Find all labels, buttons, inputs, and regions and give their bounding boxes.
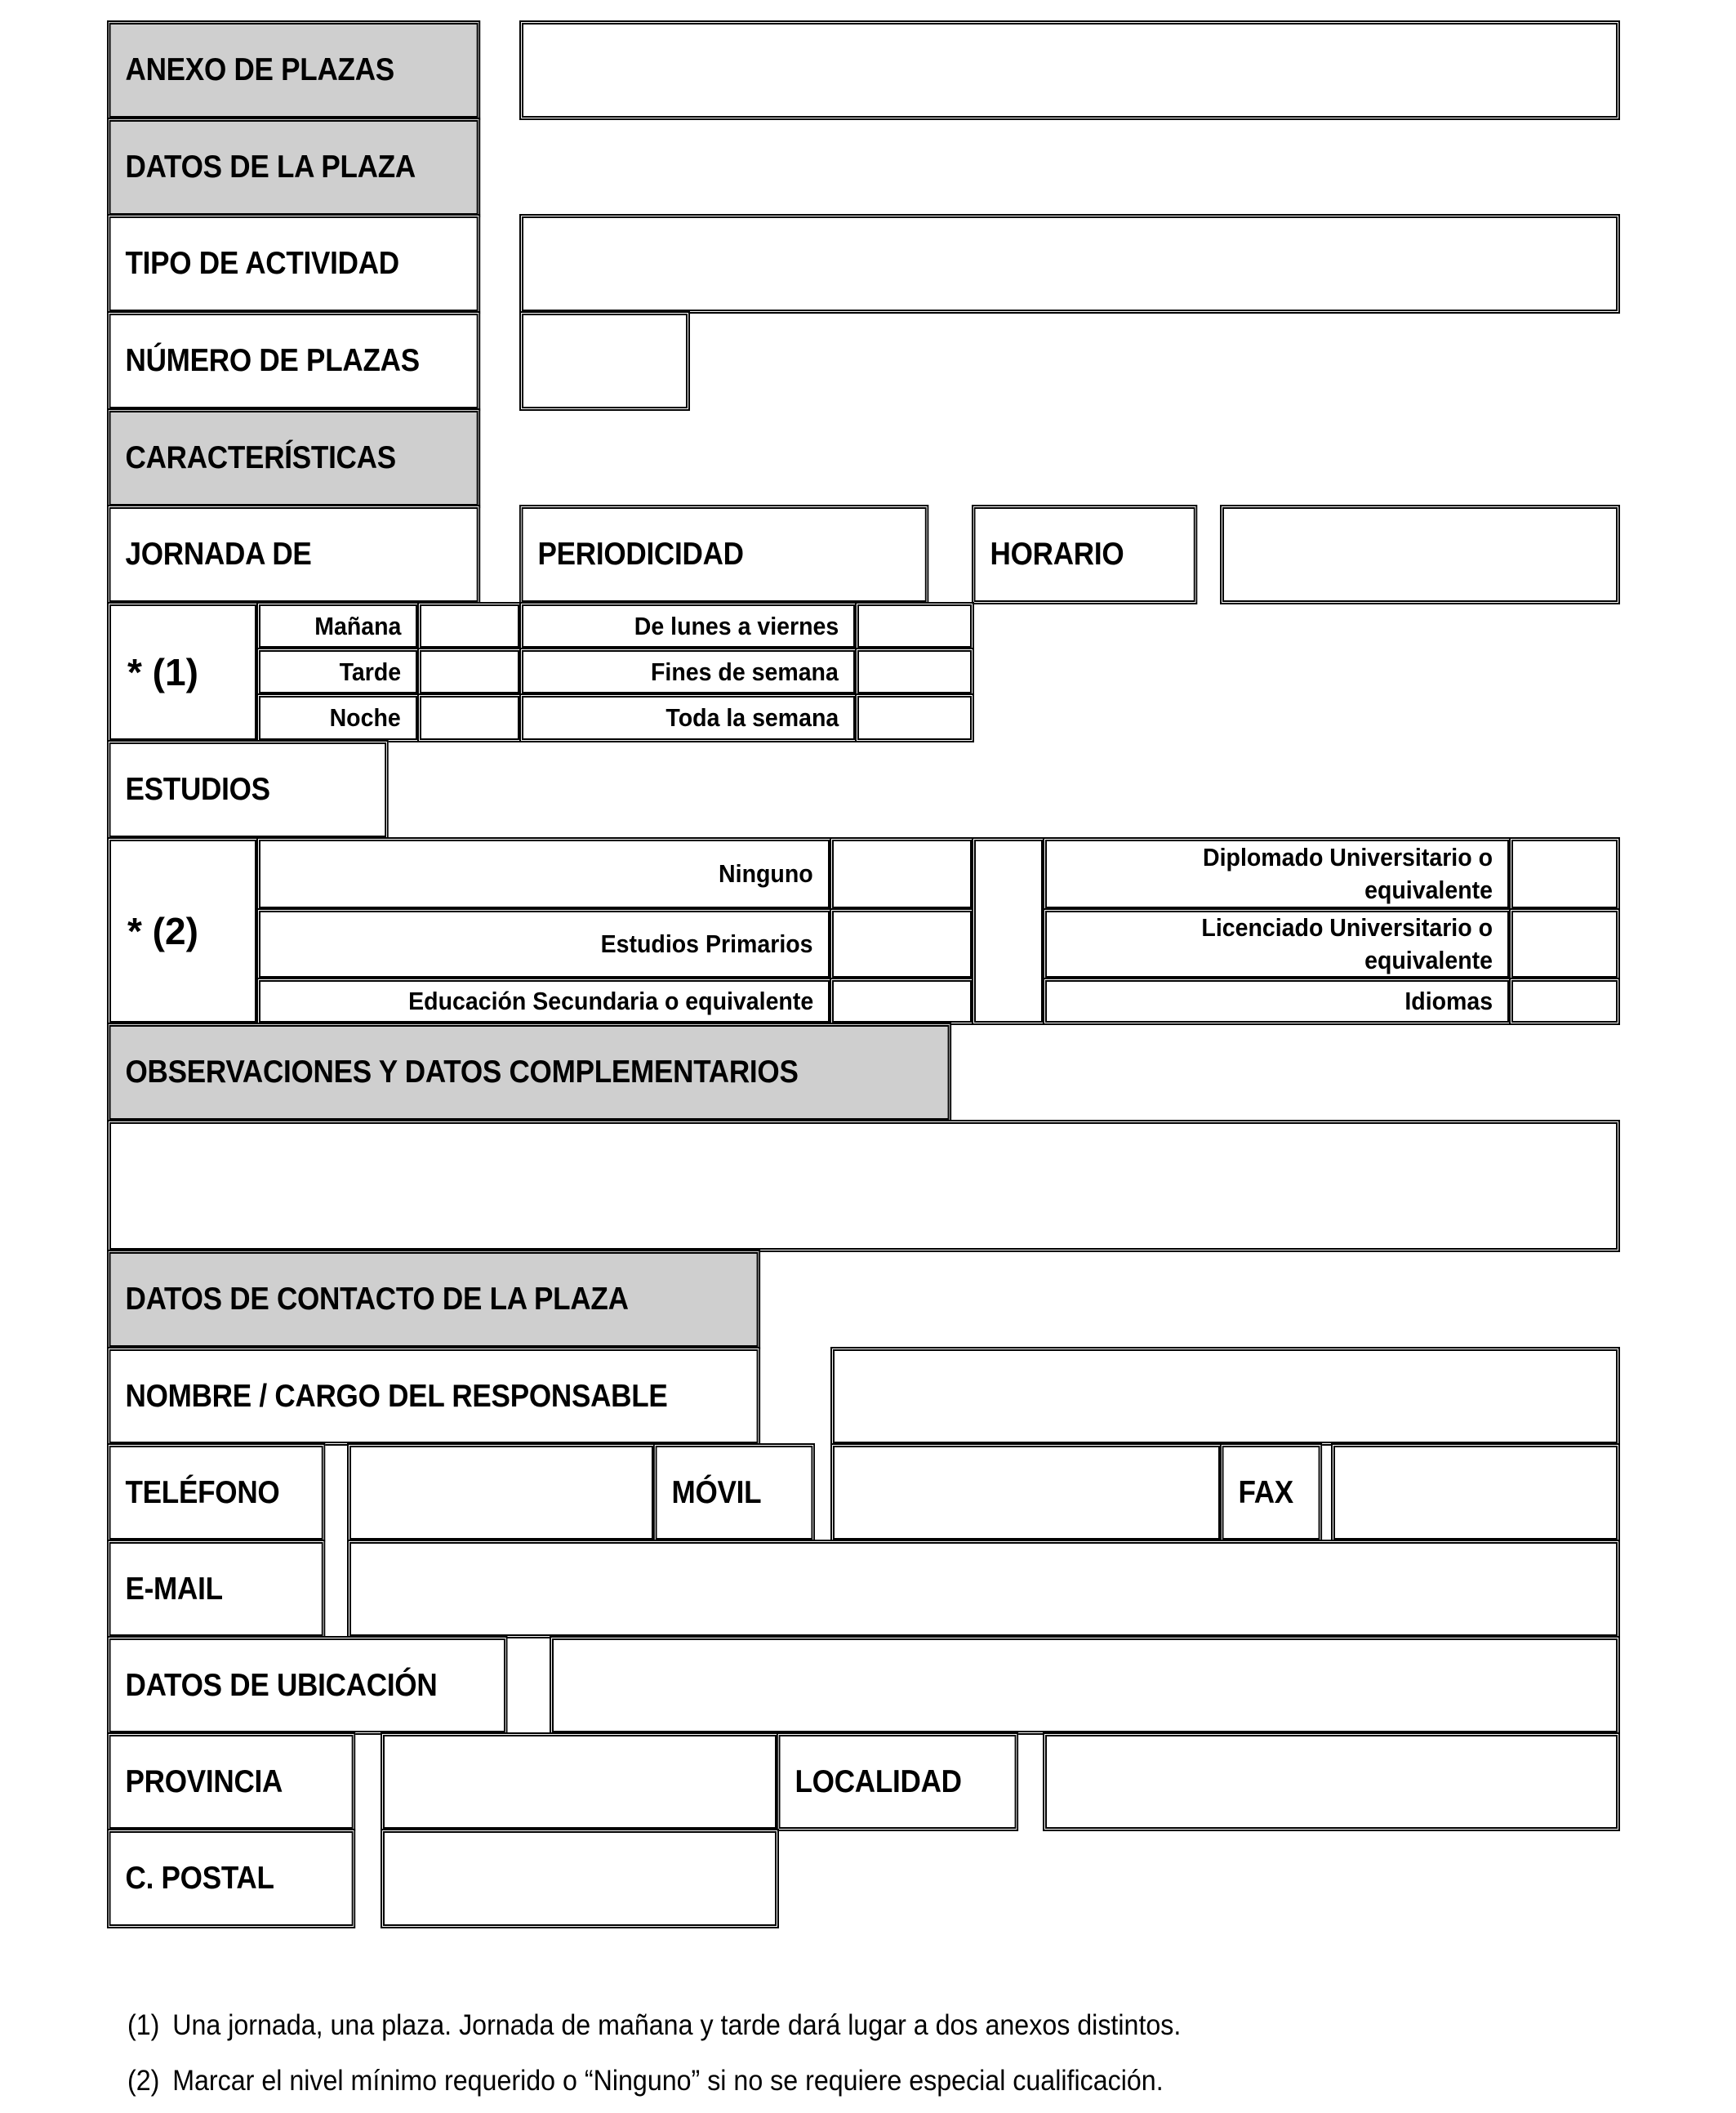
footnote-2	[127, 2065, 1164, 2097]
telefono-field[interactable]	[347, 1443, 656, 1542]
footnote-number: (2)	[127, 2065, 160, 2097]
estudios-option-label: Licenciado Universitario o equivalente	[1043, 908, 1511, 980]
note2-marker: * (2)	[107, 837, 259, 1025]
cpostal-label: C. POSTAL	[107, 1829, 355, 1928]
localidad-label: LOCALIDAD	[777, 1732, 1018, 1831]
horario-label: HORARIO	[972, 505, 1197, 604]
jornada-option-label: Mañana	[256, 602, 420, 650]
observaciones-header: OBSERVACIONES Y DATOS COMPLEMENTARIOS	[107, 1023, 951, 1122]
estudios-option-label: Estudios Primarios	[256, 908, 832, 980]
footnote-1	[127, 2009, 1181, 2042]
provincia-field[interactable]	[381, 1732, 779, 1831]
periodicidad-option-label: Fines de semana	[519, 648, 857, 696]
footnote-text: Una jornada, una plaza. Jornada de mañana y tarde dará lugar a dos anexos distintos.	[172, 2009, 1182, 2041]
estudios-option-label: Ninguno	[256, 837, 832, 911]
periodicidad-fines-semana-checkbox[interactable]	[855, 648, 974, 696]
cpostal-field[interactable]	[381, 1829, 779, 1928]
estudios-primarios-checkbox[interactable]	[830, 908, 974, 980]
periodicidad-option-label: De lunes a viernes	[519, 602, 857, 650]
datos-ubicacion-label: DATOS DE UBICACIÓN	[107, 1636, 508, 1735]
estudios-secundaria-checkbox[interactable]	[830, 978, 974, 1025]
jornada-manana-checkbox[interactable]	[417, 602, 522, 650]
provincia-label: PROVINCIA	[107, 1732, 355, 1831]
email-field[interactable]	[347, 1540, 1620, 1638]
anexo-plazas-label: ANEXO DE PLAZAS	[107, 20, 480, 120]
estudios-option-label: Idiomas	[1043, 978, 1511, 1025]
jornada-option-label: Tarde	[256, 648, 420, 696]
numero-plazas-field[interactable]	[519, 311, 690, 411]
datos-ubicacion-field[interactable]	[550, 1636, 1620, 1735]
localidad-field[interactable]	[1043, 1732, 1620, 1831]
estudios-spacer	[972, 837, 1045, 1025]
tipo-actividad-label: TIPO DE ACTIVIDAD	[107, 214, 480, 314]
anexo-plazas-field[interactable]	[519, 20, 1620, 120]
note1-marker: * (1)	[107, 602, 259, 742]
observaciones-field[interactable]	[107, 1120, 1620, 1252]
caracteristicas-header: CARACTERÍSTICAS	[107, 408, 480, 508]
periodicidad-option-label: Toda la semana	[519, 693, 857, 742]
fax-field[interactable]	[1331, 1443, 1620, 1542]
horario-field[interactable]	[1220, 505, 1620, 604]
periodicidad-lunes-viernes-checkbox[interactable]	[855, 602, 974, 650]
numero-plazas-label: NÚMERO DE PLAZAS	[107, 311, 480, 411]
fax-label: FAX	[1220, 1443, 1322, 1542]
footnote-number: (1)	[127, 2009, 160, 2041]
periodicidad-toda-semana-checkbox[interactable]	[855, 693, 974, 742]
estudios-option-label: Diplomado Universitario o equivalente	[1043, 837, 1511, 911]
jornada-tarde-checkbox[interactable]	[417, 648, 522, 696]
telefono-label: TELÉFONO	[107, 1443, 325, 1542]
estudios-idiomas-checkbox[interactable]	[1509, 978, 1620, 1025]
movil-label: MÓVIL	[653, 1443, 815, 1542]
movil-field[interactable]	[830, 1443, 1222, 1542]
email-label: E-MAIL	[107, 1540, 325, 1638]
footnote-text: Marcar el nivel mínimo requerido o “Ninguno” si no se requiere especial cualificación.	[172, 2065, 1164, 2097]
nombre-cargo-field[interactable]	[830, 1347, 1620, 1446]
tipo-actividad-field[interactable]	[519, 214, 1620, 314]
nombre-cargo-label: NOMBRE / CARGO DEL RESPONSABLE	[107, 1347, 760, 1446]
jornada-label: JORNADA DE	[107, 505, 480, 604]
estudios-ninguno-checkbox[interactable]	[830, 837, 974, 911]
estudios-option-label: Educación Secundaria o equivalente	[256, 978, 832, 1025]
estudios-licenciado-checkbox[interactable]	[1509, 908, 1620, 980]
jornada-option-label: Noche	[256, 693, 420, 742]
estudios-label: ESTUDIOS	[107, 740, 389, 840]
periodicidad-label: PERIODICIDAD	[519, 505, 928, 604]
datos-contacto-header: DATOS DE CONTACTO DE LA PLAZA	[107, 1250, 760, 1349]
estudios-diplomado-checkbox[interactable]	[1509, 837, 1620, 911]
datos-plaza-header: DATOS DE LA PLAZA	[107, 118, 480, 217]
jornada-noche-checkbox[interactable]	[417, 693, 522, 742]
